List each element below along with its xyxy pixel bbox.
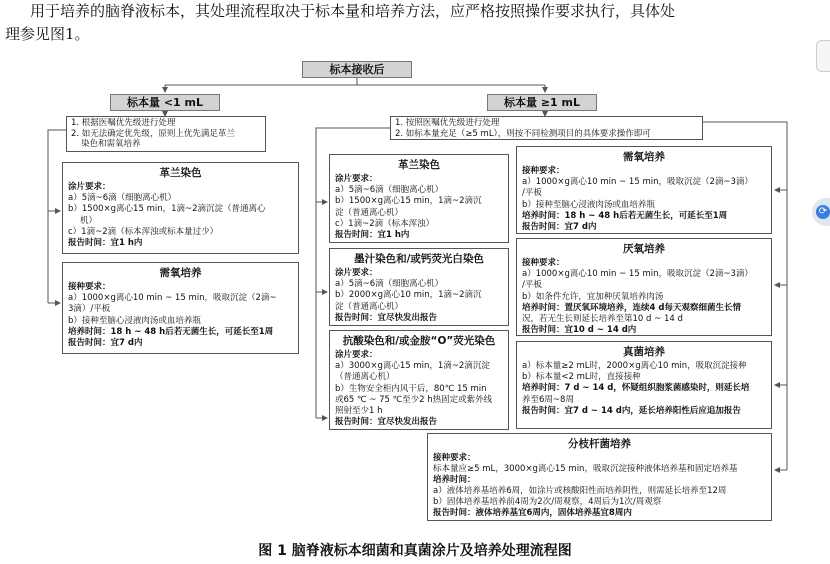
box-line: 培养时间：18 h ~ 48 h后若无菌生长，可延长至1周 (68, 326, 274, 337)
box-line: 报告时间：液体培养基宜6周内，固体培养基宜8周内 (433, 508, 632, 518)
box-line: （普通离心机） (335, 372, 395, 383)
box-line: /平板 (522, 188, 542, 199)
box-line: 涂片要求： (335, 350, 378, 360)
box-line: a）1000×g离心10 min ~ 15 min，吸取沉淀（2滴~3滴） (522, 269, 753, 280)
note-line: 染色和需氧培养 (81, 139, 141, 150)
box-title: 需氧培养 (159, 267, 202, 279)
box-title: 革兰染色 (159, 167, 202, 179)
box-line: b）固体培养基培养前4周为2次/周观察，4周后为1次/周观察 (433, 497, 662, 507)
right-aerobic-culture-box (516, 146, 772, 234)
box-line: 养至6周~8周 (522, 394, 574, 405)
box-line: 或65 ℃ ~ 75 ℃至少2 h热固定或紫外线 (335, 394, 493, 405)
box-title: 厌氧培养 (623, 243, 665, 255)
box-line: c）1滴~2滴（标本浑浊或标本量过少） (68, 226, 219, 237)
box-line: 报告时间：宜10 d ~ 14 d内 (522, 325, 637, 336)
acid-fast-stain-box (329, 330, 509, 430)
box-line: 报告时间：宜7 d ~ 14 d内，延长培养阳性后应追加报告 (522, 405, 741, 416)
box-title: 抗酸染色和/或金胺“O”荧光染色 (342, 335, 496, 347)
right-notes-box (390, 116, 703, 140)
ink-stain-box (329, 248, 509, 326)
box-line: 照射至少1 h (335, 406, 383, 417)
box-line: 标本量应≥5 mL，3000×g离心15 min，吸取沉淀接种液体培养基和固定培养基 (433, 464, 738, 474)
box-line: 接种要求： (522, 166, 565, 176)
box-line: a）5滴~6滴（细胞离心机） (68, 193, 177, 204)
note-line: 2. 如无法确定优先级，原则上优先满足革兰 (71, 128, 235, 139)
box-line: b）1500×g离心15 min，1滴~2滴沉淀（普通离心 (68, 204, 266, 215)
box-line: b）如条件允许，宜加种厌氧培养肉汤 (522, 291, 664, 302)
mycobacteria-culture-box (427, 433, 772, 521)
box-line: 涂片要求： (335, 174, 378, 184)
box-title: 需氧培养 (623, 151, 665, 163)
right-branch-header: 标本量 ≥1 mL (487, 94, 597, 111)
box-title: 真菌培养 (623, 346, 665, 358)
left-notes-box (66, 116, 266, 152)
box-line: 淀（普通离心机） (335, 301, 404, 312)
note-line: 1. 根据医嘱优先级进行处理 (71, 118, 176, 128)
box-line: 报告时间：宜1 h内 (335, 230, 410, 241)
box-line: b）生物安全柜内风干后，80℃ 15 min (335, 383, 487, 394)
box-line: 报告时间：宜7 d内 (522, 222, 597, 233)
box-line: b）接种至脑心浸液肉汤或血培养瓶 (68, 315, 201, 326)
box-line: b）2000×g离心10 min，1滴~2滴沉 (335, 290, 482, 301)
box-line: b）标本量<2 mL时，直接接种 (522, 372, 641, 383)
anaerobic-culture-box (516, 238, 772, 336)
box-title: 墨汁染色和/或钙荧光白染色 (354, 253, 484, 265)
box-line: 3滴）/平板 (68, 304, 111, 315)
specimen-received-box: 标本接收后 (302, 61, 412, 78)
box-line: 培养时间：7 d ~ 14 d，怀疑组织胞浆菌感染时，则延长培 (522, 383, 750, 394)
floating-assistant-icon[interactable]: ⟳ (812, 198, 830, 226)
box-line: 况，若无生长则延长培养至第10 d ~ 14 d (522, 314, 683, 325)
box-title: 分枝杆菌培养 (568, 438, 631, 450)
box-line: c）1滴~2滴（标本浑浊） (335, 218, 435, 229)
box-line: 机） (80, 215, 98, 226)
box-line: a）1000×g离心10 min ~ 15 min，吸取沉淀（2滴~ (68, 293, 277, 304)
figure-caption: 图 1 脑脊液标本细菌和真菌涂片及培养处理流程图 (258, 543, 572, 559)
paragraph-line-1: 用于培养的脑脊液标本，其处理流程取决于标本量和培养方法，应严格按照操作要求执行，具体处 (30, 2, 676, 20)
box-line: b）接种至脑心浸液肉汤或血培养瓶 (522, 199, 655, 210)
box-line: 接种要求： (433, 453, 476, 463)
box-line: a）液体培养基培养6周，如涂片或核酸阳性而培养阴性，则需延长培养至12周 (433, 486, 727, 496)
box-line: /平板 (522, 280, 542, 291)
box-line: a）1000×g离心10 min ~ 15 min，吸取沉淀（2滴~3滴） (522, 177, 753, 188)
box-line: 培养时间： (433, 475, 476, 485)
box-title: 革兰染色 (398, 159, 440, 171)
fungal-culture-box (516, 341, 772, 429)
box-line: 接种要求： (522, 258, 565, 268)
left-branch-header: 标本量 <1 mL (110, 94, 220, 111)
box-line: 报告时间：宜1 h内 (68, 238, 143, 249)
right-gram-stain-box (329, 154, 509, 243)
box-line: a）标本量≥2 mL时，2000×g离心10 min，吸取沉淀接种 (522, 361, 747, 371)
box-line: b）1500×g离心15 min，1滴~2滴沉 (335, 196, 482, 207)
box-line: 报告时间：宜7 d内 (68, 338, 143, 349)
box-line: 涂片要求： (335, 268, 378, 278)
note-line: 2. 如标本量充足（≥5 mL），则按不同检测项目的具体要求操作即可 (395, 128, 651, 139)
box-line: a）5滴~6滴（细胞离心机） (335, 279, 444, 290)
box-line: 接种要求： (68, 282, 111, 292)
box-line: 报告时间：宜尽快发出报告 (335, 417, 438, 428)
box-line: a）5滴~6滴（细胞离心机） (335, 185, 444, 196)
box-line: 培养时间：置厌氧环境培养，连续4 d每天观察细菌生长情 (522, 302, 741, 313)
left-aerobic-culture-box (62, 262, 299, 354)
box-line: 培养时间：18 h ~ 48 h后若无菌生长，可延长至1周 (522, 210, 728, 221)
box-line: a）3000×g离心15 min，1滴~2滴沉淀 (335, 361, 490, 372)
box-line: 涂片要求： (68, 182, 111, 192)
box-line: 报告时间：宜尽快发出报告 (335, 312, 438, 323)
box-line: 淀（普通离心机） (335, 207, 404, 218)
left-gram-stain-box (62, 162, 299, 254)
paragraph-line-2: 理参见图1。 (5, 25, 90, 43)
note-line: 1. 按照医嘱优先级进行处理 (395, 118, 500, 128)
